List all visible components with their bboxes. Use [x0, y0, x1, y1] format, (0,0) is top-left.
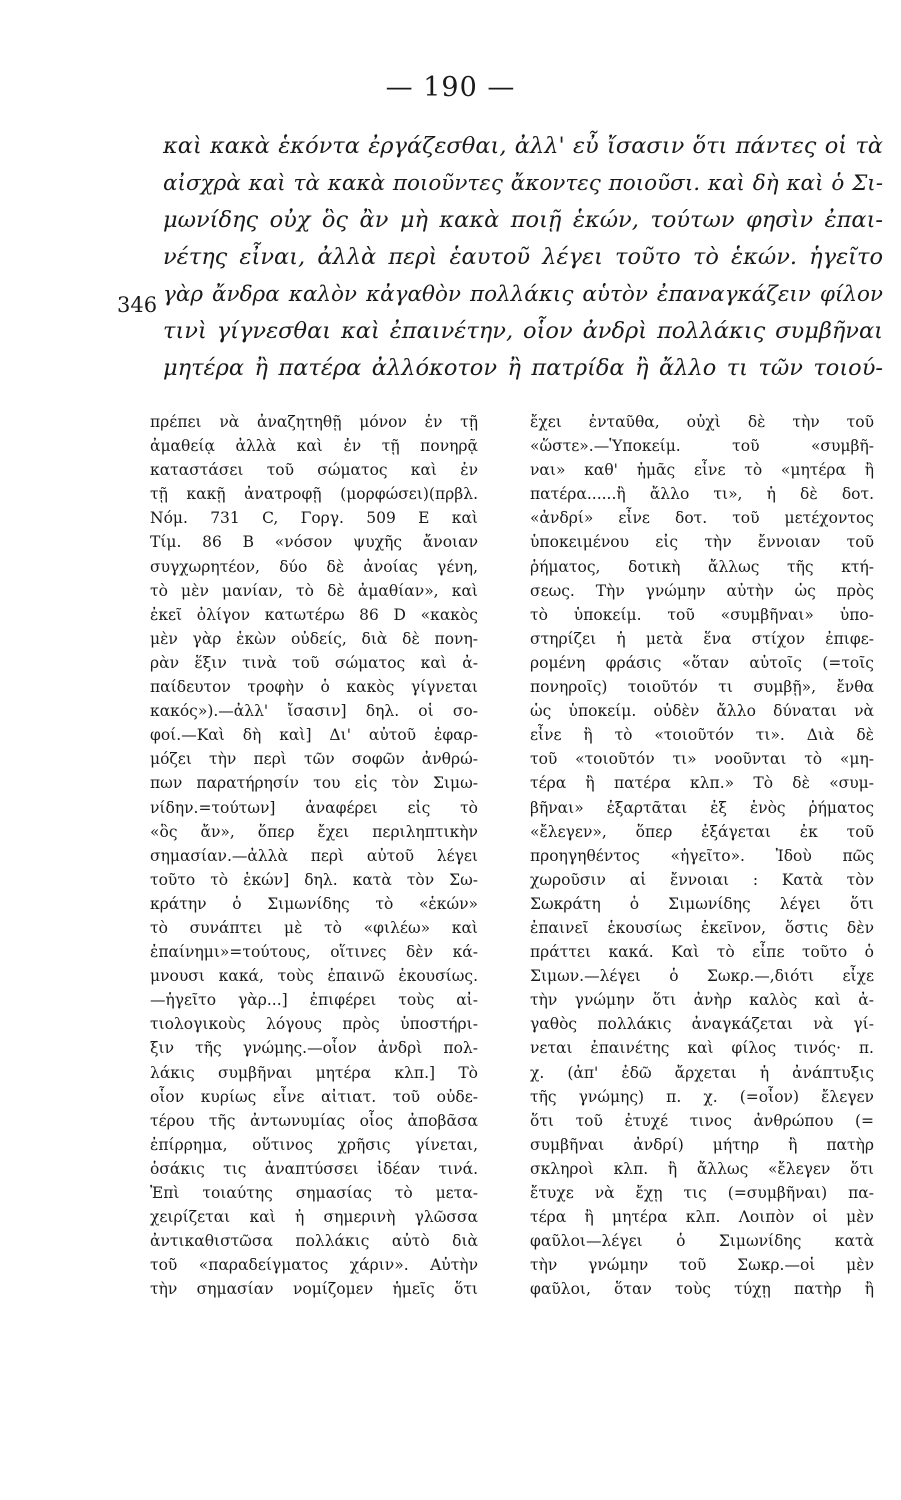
note-line: ὅτι τοῦ ἐτυχέ τινος ἀνθρώπου (=: [530, 1111, 874, 1130]
note-line: ἔτυχε νὰ ἔχῃ τις (=συμβῆναι) πα-: [530, 1184, 874, 1202]
note-line: τοῦ «τοιοῦτόν τι» νοοῦνται τὸ «μη-: [530, 750, 874, 769]
note-line: ξιν τῆς γνώμης.—οἷον ἀνδρὶ πολ-: [150, 1039, 478, 1058]
note-line: φαῦλοι, ὅταν τοὺς τύχῃ πατὴρ ἢ: [530, 1280, 874, 1299]
note-line: τὴν σημασίαν νομίζομεν ἡμεῖς ὅτι: [150, 1280, 478, 1299]
note-line: ὡς ὑποκείμ. οὐδὲν ἄλλο δύναται νὰ: [530, 702, 874, 721]
note-line: φοί.—Καὶ δὴ καὶ] Δι' αὐτοῦ ἐφαρ-: [150, 726, 478, 745]
note-line: ἀντικαθιστῶσα πολλάκις αὐτὸ διὰ: [150, 1232, 478, 1251]
note-line: τέρου τῆς ἀντωνυμίας οἷος ἀποβᾶσα: [150, 1111, 478, 1130]
note-line: σημασίαν.—ἀλλὰ περὶ αὐτοῦ λέγει: [150, 846, 478, 865]
note-line: μὲν γὰρ ἑκὼν οὐδείς, διὰ δὲ πονη-: [150, 629, 478, 648]
note-line: τέρα ἢ πατέρα κλπ.» Τὸ δὲ «συμ-: [530, 774, 874, 793]
note-line: προηγηθέντος «ἡγεῖτο». Ἰδοὺ πῶς: [530, 846, 874, 865]
note-line: καταστάσει τοῦ σώματος καὶ ἐν: [150, 461, 478, 480]
note-line: γαθὸς πολλάκις ἀναγκάζεται νὰ γί-: [530, 1015, 874, 1034]
note-line: «ἀνδρί» εἶνε δοτ. τοῦ μετέχοντος: [530, 509, 874, 528]
note-line: ἐπαινεῖ ἑκουσίως ἐκεῖνον, ὅστις δὲν: [530, 918, 874, 937]
note-line: οἷον κυρίως εἶνε αἰτιατ. τοῦ οὐδε-: [150, 1087, 478, 1106]
note-line: χωροῦσιν αἱ ἔννοιαι : Κατὰ τὸν: [530, 870, 874, 889]
note-line: στηρίζει ἡ μετὰ ἕνα στίχον ἐπιφε-: [530, 629, 874, 648]
note-line: —ἡγεῖτο γὰρ...] ἐπιφέρει τοὺς αἰ-: [150, 991, 478, 1010]
main-text-line: τινὶ γίγνεσθαι καὶ ἐπαινέτην, οἷον ἀνδρὶ πολλάκις συμβῆναι: [163, 318, 883, 344]
note-line: μόζει τὴν περὶ τῶν σοφῶν ἀνθρώ-: [150, 750, 478, 769]
note-line: μνουσι κακά, τοὺς ἐπαινῶ ἑκουσίως.: [150, 967, 478, 986]
note-line: ἐπίρρημα, οὕτινος χρῆσις γίνεται,: [150, 1135, 478, 1154]
margin-number: 346: [117, 293, 158, 317]
note-line: πρέπει νὰ ἀναζητηθῇ μόνον ἐν τῇ: [150, 413, 478, 431]
main-text-line: γὰρ ἄνδρα καλὸν κἀγαθὸν πολλάκις αὑτὸν ἐπαναγκάζειν φίλον: [163, 282, 883, 307]
note-line: Νόμ. 731 C, Γοργ. 509 E καὶ: [150, 509, 478, 528]
note-line: ἔχει ἐνταῦθα, οὐχὶ δὲ τὴν τοῦ: [530, 413, 874, 431]
note-line: ρομένη φράσις «ὅταν αὐτοῖς (=τοῖς: [530, 653, 874, 672]
note-line: νεται ἐπαινέτης καὶ φίλος τινός· π.: [530, 1039, 874, 1058]
main-text-line: καὶ κακὰ ἑκόντα ἐργάζεσθαι, ἀλλ' εὖ ἴσασιν ὅτι πάντες οἱ τὰ: [163, 133, 883, 159]
note-line: ῥήματος, δοτικὴ ἄλλως τῆς κτή-: [530, 557, 874, 576]
notes-right-column: [530, 410, 874, 1301]
note-line: συγχωρητέον, δύο δὲ ἀνοίας γένη,: [150, 557, 478, 576]
note-line: βῆναι» ἐξαρτᾶται ἐξ ἑνὸς ῥήματος: [530, 798, 874, 817]
note-line: ὑποκειμένου εἰς τὴν ἔννοιαν τοῦ: [530, 533, 874, 552]
note-line: Σιμων.—λέγει ὁ Σωκρ.—,διότι εἶχε: [530, 967, 874, 986]
note-line: τὸ συνάπτει μὲ τὸ «φιλέω» καὶ: [150, 918, 478, 937]
notes-left-column: [150, 410, 478, 1301]
note-line: ἐπαίνημι»=τούτους, οἵτινες δὲν κά-: [150, 943, 478, 962]
note-line: πονηροῖς) τοιοῦτόν τι συμβῇ», ἔνθα: [530, 678, 874, 697]
note-line: κράτην ὁ Σιμωνίδης τὸ «ἑκών»: [150, 894, 478, 913]
note-line: πατέρα......ἢ ἄλλο τι», ἡ δὲ δοτ.: [530, 485, 874, 504]
note-line: «ὥστε».—Ὑποκείμ. τοῦ «συμβῆ-: [530, 437, 874, 456]
note-line: Ἐπὶ τοιαύτης σημασίας τὸ μετα-: [150, 1184, 478, 1202]
note-line: ὁσάκις τις ἀναπτύσσει ἰδέαν τινά.: [150, 1159, 478, 1178]
note-line: πράττει κακά. Καὶ τὸ εἶπε τοῦτο ὁ: [530, 943, 874, 962]
note-line: χειρίζεται καὶ ἡ σημερινὴ γλῶσσα: [150, 1208, 478, 1227]
note-line: ἀμαθείᾳ ἀλλὰ καὶ ἐν τῇ πονηρᾷ: [150, 437, 478, 456]
note-line: «ὃς ἄν», ὅπερ ἔχει περιληπτικὴν: [150, 822, 478, 841]
note-line: τιολογικοὺς λόγους πρὸς ὑποστήρι-: [150, 1015, 478, 1034]
note-line: ναι» καθ' ἡμᾶς εἶνε τὸ «μητέρα ἢ: [530, 461, 874, 480]
note-line: τέρα ἢ μητέρα κλπ. Λοιπὸν οἱ μὲν: [530, 1208, 874, 1227]
note-line: συμβῆναι ἀνδρί) μήτηρ ἢ πατὴρ: [530, 1135, 874, 1154]
note-line: νίδην.=τούτων] ἀναφέρει εἰς τὸ: [150, 798, 478, 817]
note-line: πων παρατήρησίν του εἰς τὸν Σιμω-: [150, 774, 478, 793]
note-line: Τίμ. 86 B «νόσον ψυχῆς ἄνοιαν: [150, 533, 478, 552]
note-line: τῆς γνώμης) π. χ. (=οἷον) ἔλεγεν: [530, 1087, 874, 1106]
note-line: τὴν γνώμην τοῦ Σωκρ.—οἱ μὲν: [530, 1256, 874, 1275]
note-line: σκληροὶ κλπ. ἢ ἄλλως «ἔλεγεν ὅτι: [530, 1159, 874, 1178]
note-line: χ. (ἀπ' ἐδῶ ἄρχεται ἡ ἀνάπτυξις: [530, 1063, 874, 1082]
note-line: τὴν γνώμην ὅτι ἀνὴρ καλὸς καὶ ἀ-: [530, 991, 874, 1010]
note-line: φαῦλοι—λέγει ὁ Σιμωνίδης κατὰ: [530, 1232, 874, 1251]
note-line: σεως. Τὴν γνώμην αὐτὴν ὡς πρὸς: [530, 581, 874, 600]
main-text-line: μωνίδης οὐχ ὃς ἂν μὴ κακὰ ποιῇ ἑκών, τούτων φησὶν ἐπαι-: [163, 207, 883, 233]
note-line: «ἔλεγεν», ὅπερ ἐξάγεται ἐκ τοῦ: [530, 822, 874, 841]
main-text-line: νέτης εἶναι, ἀλλὰ περὶ ἑαυτοῦ λέγει τοῦτο τὸ ἑκών. ἡγεῖτο: [163, 244, 883, 270]
note-line: κακός»).—ἀλλ' ἴσασιν] δηλ. οἱ σο-: [150, 702, 478, 721]
note-line: ρὰν ἕξιν τινὰ τοῦ σώματος καὶ ἀ-: [150, 653, 478, 672]
main-text-line: αἰσχρὰ καὶ τὰ κακὰ ποιοῦντες ἄκοντες ποιοῦσι. καὶ δὴ καὶ ὁ Σι-: [163, 171, 883, 196]
note-line: τοῦτο τὸ ἑκών] δηλ. κατὰ τὸν Σω-: [150, 870, 478, 889]
note-line: ἐκεῖ ὀλίγον κατωτέρω 86 D «κακὸς: [150, 605, 478, 624]
note-line: εἶνε ἢ τὸ «τοιοῦτόν τι». Διὰ δὲ: [530, 726, 874, 745]
note-line: παίδευτον τροφὴν ὁ κακὸς γίγνεται: [150, 678, 478, 697]
main-text-line: μητέρα ἢ πατέρα ἀλλόκοτον ἢ πατρίδα ἢ ἄλλο τι τῶν τοιού-: [163, 355, 883, 381]
note-line: τοῦ «παραδείγματος χάριν». Αὐτὴν: [150, 1256, 478, 1275]
note-line: τῇ κακῇ ἀνατροφῇ (μορφώσει)(πρβλ.: [150, 485, 478, 504]
note-line: λάκις συμβῆναι μητέρα κλπ.] Τὸ: [150, 1063, 478, 1082]
page-number: — 190 —: [385, 72, 516, 103]
note-line: τὸ ὑποκείμ. τοῦ «συμβῆναι» ὑπο-: [530, 605, 874, 624]
main-text: [163, 128, 883, 387]
note-line: Σωκράτη ὁ Σιμωνίδης λέγει ὅτι: [530, 894, 874, 913]
note-line: τὸ μὲν μανίαν, τὸ δὲ ἀμαθίαν», καὶ: [150, 581, 478, 600]
